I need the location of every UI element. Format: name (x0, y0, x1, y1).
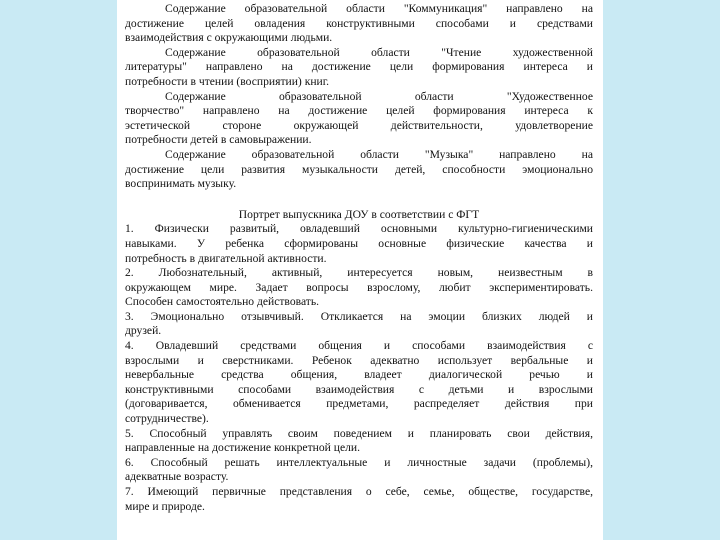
list-item-line: окружающем мире. Задает вопросы взрослому, любит экспериментировать. (125, 280, 593, 294)
left-side-band (0, 0, 118, 540)
list-item-line: взрослыми и сверстниками. Ребенок адекватно использует вербальные и (125, 353, 593, 367)
paragraph-line: Содержание образовательной области "Музыка" направлено на (165, 147, 593, 161)
list-item-line: друзей. (125, 324, 162, 338)
list-item-line: направленные на достижение конкретной цели. (125, 441, 360, 455)
list-item-line: 1. Физически развитый, овладевший основными культурно-гигиеническими (125, 222, 593, 236)
list-item-line: Способен самостоятельно действовать. (125, 295, 320, 309)
list-item-line: 7. Имеющий первичные представления о себе, семье, обществе, государстве, (125, 485, 593, 498)
paragraph-line: Содержание образовательной области "Художественное (165, 89, 593, 103)
paragraph-line: потребности детей в самовыражении. (125, 133, 312, 147)
paragraph-line: литературы" направлено на достижение цели формирования интереса и (125, 60, 593, 74)
paragraph-line: потребности в чтении (восприятии) книг. (125, 74, 330, 88)
list-item-line: потребность в двигательной активности. (125, 251, 327, 265)
right-side-band (602, 0, 720, 540)
paragraph-line: воспринимать музыку. (125, 177, 237, 191)
paragraph-line: творчество" направлено на достижение целей формирования интереса к (125, 104, 593, 118)
list-item-line: сотрудничестве). (125, 412, 209, 426)
list-item-line: мире и природе. (125, 499, 205, 513)
document-page (117, 0, 603, 540)
list-item-line: навыками. У ребенка сформированы основные физические качества и (125, 236, 593, 250)
document-text (125, 2, 593, 514)
list-item-line: конструктивными способами взаимодействия с детьми и взрослыми (125, 382, 593, 396)
paragraph-line: Содержание образовательной области "Чтение художественной (165, 45, 593, 59)
list-item-line: (договаривается, обменивается предметами, распределяет действия при (125, 397, 593, 411)
list-item-line: адекватные возрасту. (125, 470, 229, 484)
list-item-line: 6. Способный решать интеллектуальные и личностные задачи (проблемы), (125, 455, 593, 469)
paragraph-line: достижение целей овладения конструктивными способами и средствами (125, 16, 593, 30)
list-item-line: 5. Способный управлять своим поведением и планировать свои действия, (125, 426, 593, 440)
paragraph-line: эстетической стороне окружающей действительности, удовлетворение (125, 118, 593, 132)
paragraph-line: достижение цели развития музыкальности детей, способности эмоционально (125, 162, 593, 176)
section-gap (125, 192, 593, 208)
list-item-line: 4. Овладевший средствами общения и способами взаимодействия с (125, 339, 593, 353)
paragraph-line: Содержание образовательной области "Коммуникация" направлено на (165, 2, 593, 15)
list-item-line: невербальные средства общения, владеет диалогической речью и (125, 368, 593, 382)
list-item-line: 3. Эмоционально отзывчивый. Откликается на эмоции близких людей и (125, 309, 593, 323)
list-item-line: 2. Любознательный, активный, интересуется новым, неизвестным в (125, 266, 593, 280)
paragraph-line: взаимодействия с окружающими людьми. (125, 31, 333, 45)
portrait-heading: Портрет выпускника ДОУ в соответствии с ФГТ (238, 207, 480, 221)
